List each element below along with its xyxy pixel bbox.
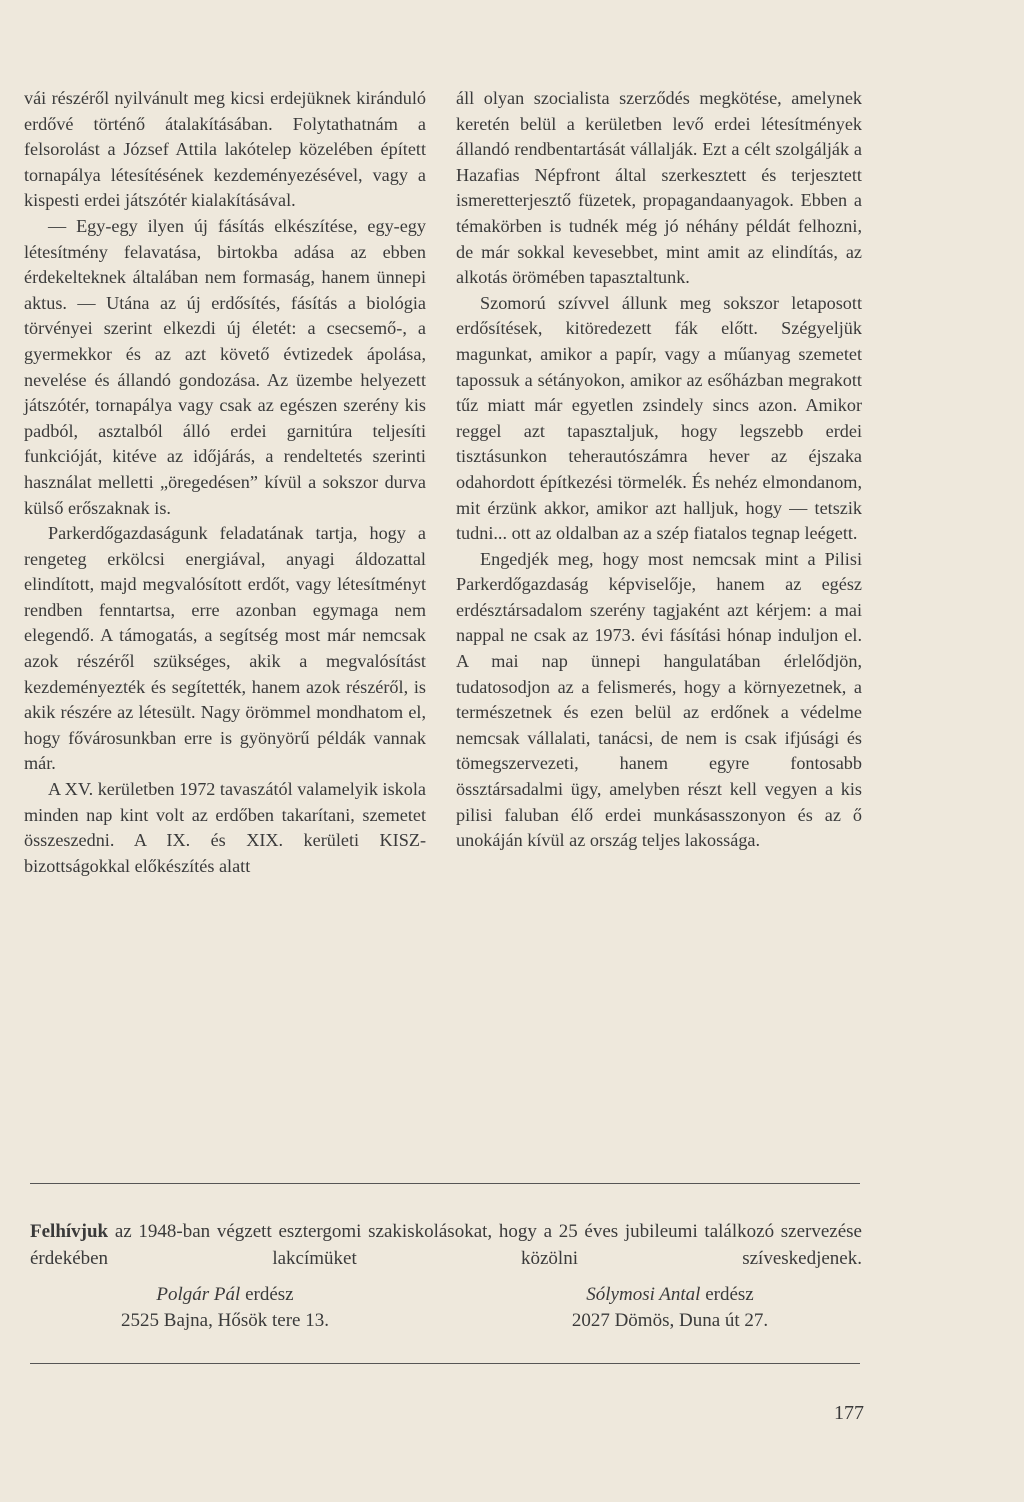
signature-1 bbox=[85, 1282, 365, 1334]
signature-1-name: Polgár Pál bbox=[156, 1284, 241, 1305]
signature-2-address: 2027 Dömös, Duna út 27. bbox=[571, 1310, 769, 1331]
divider-bottom bbox=[30, 1363, 860, 1364]
signature-2-name: Sólymosi Antal bbox=[586, 1284, 701, 1305]
left-paragraph-3: Parkerdőgazdaságunk feladatának tartja, hogy a rengeteg erkölcsi energiával, anyagi áldozattal elindított, majd megvalósított erdőt, vagy létesítményt rendben fenntartsa, erre azonban egymaga nem elegendő. A támogatás, a segítség most már nemcsak azok részéről szükséges, akik a megvalósítást kezdeményezték és segítették, hanem azok részéről, is akik részére az létesült. Nagy örömmel mondhatom el, hogy fővárosunkban erre is gyönyörű példák vannak már. bbox=[24, 523, 426, 774]
left-column bbox=[24, 86, 426, 879]
right-paragraph-1: áll olyan szocialista szerződés megkötése, amelynek keretén belül a kerületben levő erdei létesítmények állandó rendbentartását vállalják. Ezt a célt szolgálják a Hazafias Népfront által szerkesztett és terjesztett ismeretterjesztő füzetek, propagandaanyagok. Ebben a témakörben is tudnék még jó néhány példát felhozni, de már sokkal kevesebbet, mint amit az elindítás, az alkotás örömében tapasztaltunk. bbox=[456, 88, 862, 288]
page-number: 177 bbox=[834, 1402, 864, 1424]
notice-paragraph bbox=[30, 1218, 862, 1272]
notice-text: az 1948-ban végzett esztergomi szakiskolásokat, hogy a 25 éves jubileumi találkozó szervezése érdekében lakcímüket közölni szíveskedjenek. bbox=[30, 1221, 862, 1269]
signature-2-title: erdész bbox=[700, 1284, 754, 1305]
signature-1-title: erdész bbox=[240, 1284, 294, 1305]
right-column bbox=[456, 86, 862, 854]
right-paragraph-3: Engedjék meg, hogy most nemcsak mint a Pilisi Parkerdőgazdaság képviselője, hanem az egész erdésztársadalom szerény tagjaként azt kérjem: a mai nappal ne csak az 1973. évi fásítási hónap induljon el. A mai nap ünnepi hangulatában érlelődjön, tudatosodjon az a felismerés, hogy a környezetnek, a természetnek és ezen belül az erdőnek a védelme nemcsak vállalati, tanácsi, de nem is csak ifjúsági és tömegszervezeti, hanem egyre fontosabb össztársadalmi ügy, amelyben részt kell vegyen a kis pilisi faluban élő erdei munkásasszonyon és az ő unokáján kívül az ország teljes lakossága. bbox=[456, 548, 862, 851]
left-paragraph-2: — Egy-egy ilyen új fásítás elkészítése, egy-egy létesítmény felavatása, birtokba adása az ebben érdekelteknek általában nem formaság, hanem ünnepi aktus. — Utána az új erdősítés, fásítás a biológia törvényei szerint elkezdi új életét: a csecsemő-, a gyermekkor és az azt követő évtizedek ápolása, nevelése és állandó gondozása. Az üzembe helyezett játszótér, tornapálya vagy csak az egészen szerény kis padból, asztalból álló erdei garnitúra teljesíti funkcióját, kitéve az időjárás, a rendeltetés szerinti használat melletti „öregedésen” kívül a sokszor durva külső erőszaknak is. bbox=[24, 215, 426, 518]
notice-lead: Felhívjuk bbox=[30, 1221, 109, 1242]
signature-1-line bbox=[85, 1282, 365, 1308]
left-paragraph-1: vái részéről nyilvánult meg kicsi erdejüknek kiránduló erdővé történő átalakításában. Folytathatnám a felsorolást a József Attila lakótelep közelében épített tornapálya létesítésének kezdeményezésével, vagy a kispesti erdei játszótér kialakításával. bbox=[24, 88, 426, 211]
signature-2-line bbox=[520, 1282, 820, 1308]
right-paragraph-2: Szomorú szívvel állunk meg sokszor letaposott erdősítések, kitöredezett fák előtt. Szégyeljük magunkat, amikor a papír, vagy a műanyag szemetet tapossuk a sétányokon, amikor az esőházban megrakott tűz miatt már egyetlen zsindely sincs azon. Amikor reggel azt tapasztaljuk, hogy legszebb erdei tisztásunkon teherautószámra hever az éjszaka odahordott építkezési törmelék. És nehéz elmondanom, mit érzünk akkor, amikor azt halljuk, hogy — tetszik tudni... ott az oldalban az a szép fiatalos tegnap leégett. bbox=[456, 292, 862, 544]
signature-1-address: 2525 Bajna, Hősök tere 13. bbox=[121, 1310, 329, 1331]
signature-2 bbox=[520, 1282, 820, 1334]
divider-top bbox=[30, 1183, 860, 1184]
left-paragraph-4: A XV. kerületben 1972 tavaszától valamelyik iskola minden nap kint volt az erdőben takarítani, szemetet összeszedni. A IX. és XIX. kerületi KISZ-bizottságokkal előkészítés alatt bbox=[24, 779, 426, 876]
